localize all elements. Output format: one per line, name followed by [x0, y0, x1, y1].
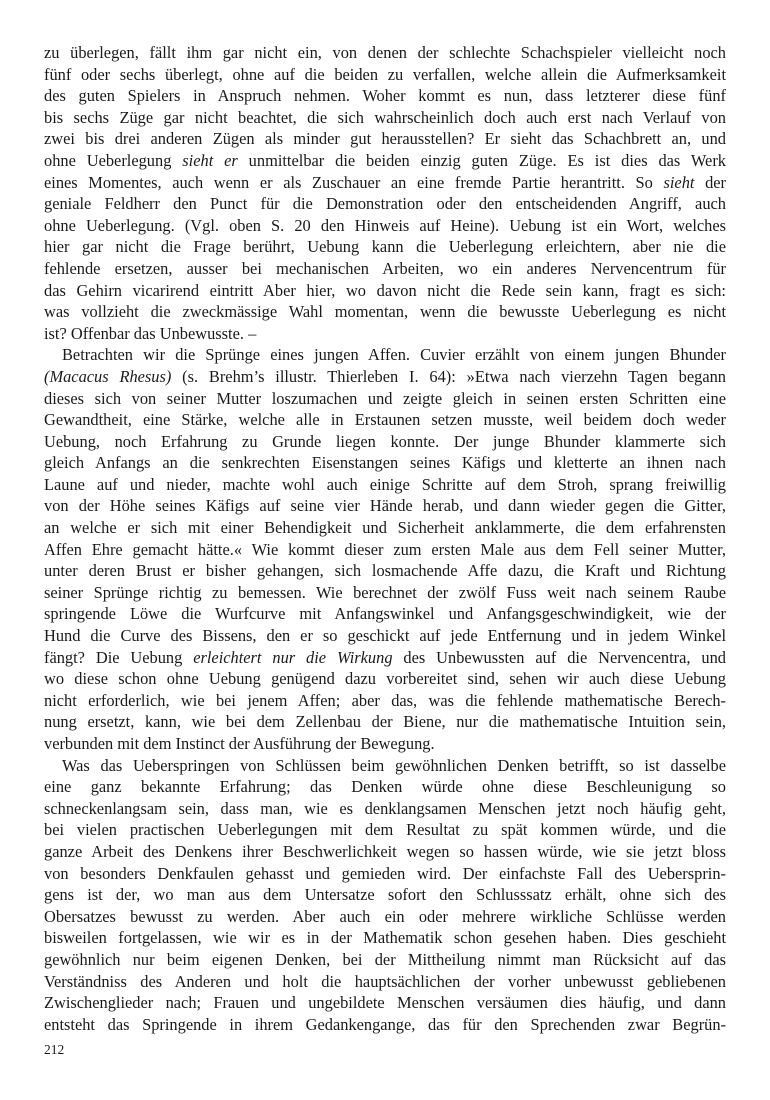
text-line — [44, 625, 726, 647]
text-line — [44, 128, 726, 150]
text-run: seiner Sprünge richtig zu bemessen. Wie berechnet der zwölf Fuss weit nach seinem Raube — [44, 582, 726, 602]
italic-text: erleichtert nur die Wirkung — [193, 647, 393, 667]
text-line — [44, 755, 726, 777]
text-run: ohne Ueberlegung — [44, 150, 183, 170]
text-run: unmittelbar die beiden einzig guten Züge. Es ist dies das Werk — [237, 150, 726, 170]
text-line — [44, 280, 726, 302]
text-run: Betrachten wir die Sprünge eines jungen Affen. Cuvier erzählt von einem jungen Bhunder — [62, 345, 726, 365]
text-run: schneckenlangsam sein, dass man, wie es denklangsamen Menschen jetzt noch häufig geht, — [44, 798, 726, 818]
text-run: zwei bis drei anderen Zügen als minder gut herausstellen? Er sieht das Schachbrett an, und — [44, 129, 726, 149]
text-run: (s. Brehm’s illustr. Thierleben I. 64): »Etwa nach vierzehn Tagen begann — [171, 366, 726, 386]
page-number: 212 — [44, 1042, 65, 1057]
text-run: der — [694, 172, 726, 192]
text-run: fünf oder sechs überlegt, ohne auf die beiden zu verfallen, welche allein die Aufmerksamkeit — [44, 64, 726, 84]
text-run: verbunden mit dem Instinct der Ausführung der Bewegung. — [44, 734, 435, 753]
body-text — [44, 42, 726, 1035]
text-run: dieses sich von seiner Mutter loszumachen und zeigte gleich in seinen ersten Schritten eine — [44, 388, 726, 408]
text-line — [44, 85, 726, 107]
italic-text: sieht er — [182, 150, 238, 170]
text-run: wo diese schon ohne Uebung genügend dazu vorbereitet sind, sehen wir auch diese Uebung — [44, 669, 726, 689]
text-run: Hund die Curve des Bissens, den er so geschickt auf jede Entfernung und in jedem Winkel — [44, 626, 726, 646]
text-run: springende Löwe die Wurfcurve mit Anfangswinkel und Anfangsgeschwindigkeit, wie der — [44, 604, 726, 624]
text-run: entsteht das Springende in ihrem Gedankengange, das für den Sprechenden zwar Begrün- — [44, 1014, 726, 1034]
text-line — [44, 819, 726, 841]
text-line — [44, 927, 726, 949]
text-run: geniale Feldherr den Punct für die Demonstration oder den entscheidenden Angriff, auch — [44, 194, 726, 214]
text-run: ohne Ueberlegung. (Vgl. oben S. 20 den Hinweis auf Heine). Uebung ist ein Wort, welches — [44, 215, 726, 235]
italic-text: sieht — [663, 172, 695, 192]
text-line — [44, 668, 726, 690]
text-line — [44, 798, 726, 820]
text-line — [44, 560, 726, 582]
text-run: eines Momentes, auch wenn er als Zuschauer an eine fremde Partie herantritt. So — [44, 172, 664, 192]
text-line — [44, 495, 726, 517]
text-run: an welche er sich mit einer Behendigkeit und Sicherheit anklammerte, die dem erfahrensten — [44, 518, 726, 538]
text-run: Was das Ueberspringen von Schlüssen beim gewöhnlichen Denken betrifft, so ist dasselbe — [62, 755, 726, 775]
text-line — [44, 452, 726, 474]
text-run: Zwischenglieder nach; Frauen und ungebildete Menschen versäumen dies häufig, und dann — [44, 993, 726, 1013]
text-run: fängt? Die Uebung — [44, 647, 194, 667]
text-run: gens ist der, wo man aus dem Untersatze sofort den Schlusssatz erhält, ohne sich des — [44, 885, 726, 905]
text-run: des guten Spielers in Anspruch nehmen. Woher kommt es nun, dass letzterer diese fünf — [44, 86, 726, 106]
text-line — [44, 776, 726, 798]
text-line — [44, 647, 726, 669]
text-line — [44, 366, 726, 388]
text-line — [44, 906, 726, 928]
text-line — [44, 992, 726, 1014]
paragraph — [44, 755, 726, 1036]
text-line — [44, 388, 726, 410]
text-line — [44, 150, 726, 172]
text-run: Verständniss des Anderen und holt die hauptsächlichen der vorher unbewusst gebliebenen — [44, 971, 726, 991]
text-line — [44, 474, 726, 496]
paragraph — [44, 344, 726, 754]
text-line — [44, 301, 726, 323]
text-run: Affen Ehre gemacht hätte.« Wie kommt dieser zum ersten Male aus dem Fell seiner Mutter, — [44, 539, 726, 559]
text-run: fehlende ersetzen, ausser bei mechanischen Arbeiten, wo ein anderes Nervencentrum für — [44, 258, 726, 278]
text-run: gleich Anfangs an die senkrechten Eisenstangen seines Käfigs und kletterte an ihnen nach — [44, 453, 726, 473]
text-run: bisweilen fortgelassen, wie wir es in der Mathematik schon gesehen haben. Dies geschieht — [44, 928, 726, 948]
text-run: ganze Arbeit des Denkens ihrer Beschwerlichkeit wegen so hassen würde, wie sie jetzt bloss — [44, 841, 726, 861]
text-line — [44, 236, 726, 258]
text-line — [44, 193, 726, 215]
text-line — [44, 863, 726, 885]
text-line — [44, 172, 726, 194]
text-line — [44, 215, 726, 237]
text-line — [44, 431, 726, 453]
text-line — [44, 539, 726, 561]
text-line — [44, 884, 726, 906]
text-line — [44, 107, 726, 129]
text-line — [44, 971, 726, 993]
text-line — [44, 949, 726, 971]
text-run: das Gehirn vicarirend eintritt Aber hier, wo davon nicht die Rede sein kann, fragt es sich: — [44, 280, 726, 300]
text-line — [44, 323, 726, 345]
text-run: unter deren Brust er bisher gehangen, sich losmachende Affe dazu, die Kraft und Richtung — [44, 561, 726, 581]
text-run: gewöhnlich nur beim eigenen Denken, bei der Mittheilung nimmt man Rücksicht auf das — [44, 949, 726, 969]
text-run: eine ganz bekannte Erfahrung; das Denken würde ohne diese Beschleunigung so — [44, 777, 726, 797]
paragraph — [44, 42, 726, 344]
text-line — [44, 64, 726, 86]
text-run: des Unbewussten auf die Nervencentra, und — [392, 647, 726, 667]
text-line — [44, 582, 726, 604]
text-run: von der Höhe seines Käfigs auf seine vier Hände herab, und dann wieder gegen die Gitter, — [44, 496, 726, 516]
text-run: was vollzieht die zweckmässige Wahl momentan, wenn die bewusste Ueberlegung es nicht — [44, 302, 726, 322]
text-line — [44, 1014, 726, 1036]
text-run: von besonders Denkfaulen gehasst und gemieden wird. Der einfachste Fall des Uebersprin- — [44, 863, 726, 883]
text-line — [44, 841, 726, 863]
text-run: ist? Offenbar das Unbewusste. – — [44, 323, 257, 343]
text-run: Obersatzes bewusst zu werden. Aber auch ein oder mehrere wirkliche Schlüsse werden — [44, 906, 726, 926]
text-run: nicht erforderlich, wie bei jenem Affen; aber das, was die fehlende mathematische Berech- — [44, 690, 726, 710]
italic-text: (Macacus Rhesus) — [44, 366, 172, 386]
text-run: zu überlegen, fällt ihm gar nicht ein, von denen der schlechte Schachspieler vielleicht noch — [44, 43, 726, 62]
text-run: hier gar nicht die Frage berührt, Uebung kann die Ueberlegung erleichtern, aber nie die — [44, 237, 726, 257]
text-run: Laune auf und nieder, machte wohl auch einige Schritte auf dem Stroh, sprang freiwillig — [44, 474, 726, 494]
text-run: Uebung, noch Erfahrung zu Grunde liegen konnte. Der junge Bhunder klammerte sich — [44, 431, 726, 451]
text-line — [44, 517, 726, 539]
text-run: Gewandtheit, eine Stärke, welche alle in Erstaunen setzen musste, weil beidem doch weder — [44, 410, 726, 430]
text-line — [44, 603, 726, 625]
text-line — [44, 42, 726, 64]
text-line — [44, 733, 726, 755]
text-run: bei vielen practischen Ueberlegungen mit dem Resultat zu spät kommen würde, und die — [44, 820, 726, 840]
text-line — [44, 258, 726, 280]
text-line — [44, 344, 726, 366]
text-line — [44, 711, 726, 733]
text-line — [44, 690, 726, 712]
text-run: nung ersetzt, kann, wie bei dem Zellenbau der Biene, nur die mathematische Intuition sein, — [44, 712, 726, 732]
text-line — [44, 409, 726, 431]
text-run: bis sechs Züge gar nicht beachtet, die sich wahrscheinlich doch auch erst nach Verlauf von — [44, 107, 726, 127]
